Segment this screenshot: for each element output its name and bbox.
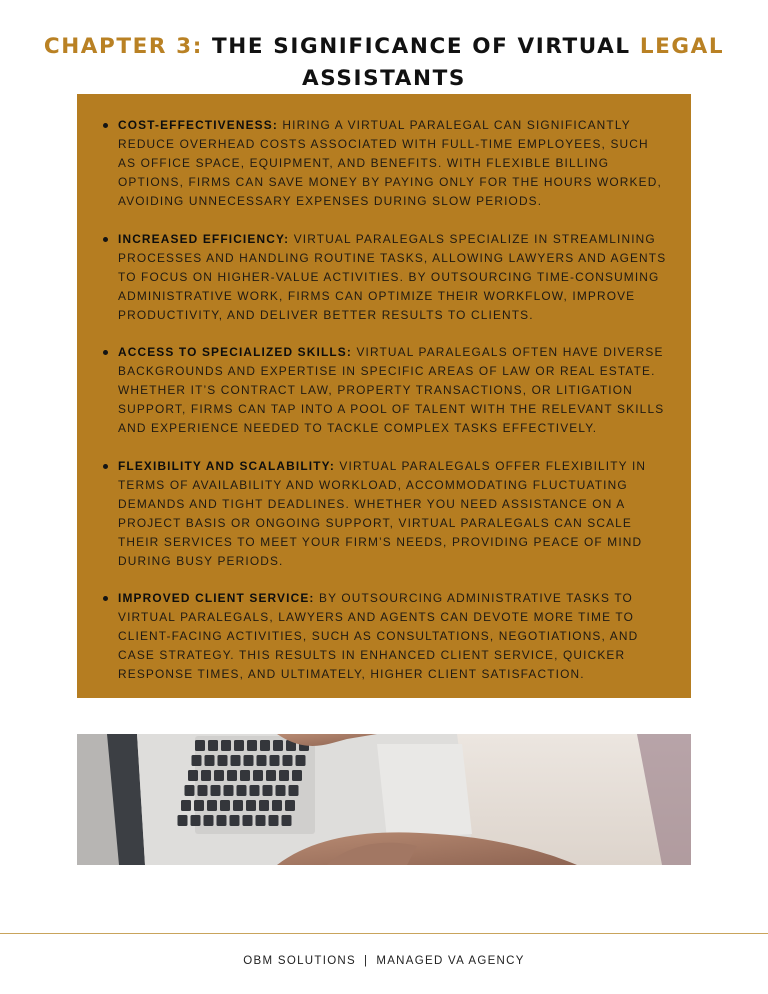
benefit-item-cost-effectiveness [103,116,667,211]
bullet-icon [103,123,108,128]
benefit-text: VIRTUAL PARALEGALS OFTEN HAVE DIVERSE BACKGROUNDS AND EXPERTISE IN SPECIFIC AREAS OF LAW OR REAL ESTATE. WHETHER IT’S CONTRACT LAW, PROPERTY TRANSACTIONS, OR LITIGATION SUPPORT, FIRMS CAN TAP INTO A POOL OF TALENT WITH THE RELEVANT SKILLS AND EXPERIENCE NEEDED TO TACKLE COMPLEX TASKS EFFECTIVELY. [118,345,665,435]
title-part-2: ASSISTANTS [302,66,466,92]
benefit-heading: INCREASED EFFICIENCY: [118,231,290,246]
benefits-panel [77,94,691,698]
benefit-heading: FLEXIBILITY AND SCALABILITY: [118,458,335,473]
benefit-heading: COST-EFFECTIVENESS: [118,118,278,132]
title-highlight: LEGAL [639,34,725,60]
benefit-text: VIRTUAL PARALEGALS SPECIALIZE IN STREAMLINING PROCESSES AND HANDLING ROUTINE TASKS, ALLOWING LAWYERS AND AGENTS TO FOCUS ON HIGHER-VALUE ACTIVITIES. BY OUTSOURCING TIME-CONSUMING ADMINISTRATIVE WORK, FIRMS CAN OPTIMIZE THEIR WORKFLOW, IMPROVE PRODUCTIVITY, AND DELIVER BETTER RESULTS TO CLIENTS. [118,231,667,322]
benefit-item-specialized-skills [103,343,667,438]
benefit-item-flexibility [103,457,667,571]
title-part-1: THE SIGNIFICANCE OF VIRTUAL [212,34,631,60]
page-title [40,31,728,95]
benefit-item-client-service [103,589,667,684]
laptop-typing-photo [77,734,691,865]
footer-tagline: MANAGED VA AGENCY [376,955,525,967]
bullet-icon [103,237,108,242]
bullet-icon [103,464,108,469]
bullet-icon [103,596,108,601]
benefit-text: VIRTUAL PARALEGALS OFFER FLEXIBILITY IN TERMS OF AVAILABILITY AND WORKLOAD, ACCOMMODATING FLUCTUATING DEMANDS AND TIGHT DEADLINES. WHETHER YOU NEED ASSISTANCE ON A PROJECT BASIS OR ONGOING SUPPORT, VIRTUAL PARALEGALS CAN SCALE THEIR SERVICES TO MEET YOUR FIRM’S NEEDS, PROVIDING PEACE OF MIND DURING BUSY PERIODS. [118,458,647,568]
footer-company: OBM SOLUTIONS [243,955,357,967]
footer-separator: | [364,955,369,967]
footer-divider [0,933,768,934]
benefits-list [103,116,667,684]
footer [0,955,768,967]
benefit-text: HIRING A VIRTUAL PARALEGAL CAN SIGNIFICANTLY REDUCE OVERHEAD COSTS ASSOCIATED WITH FULL-TIME EMPLOYEES, SUCH AS OFFICE SPACE, EQUIPMENT, AND BENEFITS. WITH FLEXIBLE BILLING OPTIONS, FIRMS CAN SAVE MONEY BY PAYING ONLY FOR THE HOURS WORKED, AVOIDING UNNECESSARY EXPENSES DURING SLOW PERIODS. [118,118,662,208]
chapter-label: CHAPTER 3: [43,34,203,60]
benefit-heading: IMPROVED CLIENT SERVICE: [118,591,315,605]
benefit-item-efficiency [103,230,667,325]
bullet-icon [103,350,108,355]
benefit-heading: ACCESS TO SPECIALIZED SKILLS: [118,345,352,359]
benefit-text: BY OUTSOURCING ADMINISTRATIVE TASKS TO VIRTUAL PARALEGALS, LAWYERS AND AGENTS CAN DEVOTE MORE TIME TO CLIENT-FACING ACTIVITIES, SUCH AS CONSULTATIONS, NEGOTIATIONS, AND CASE STRATEGY. THIS RESULTS IN ENHANCED CLIENT SERVICE, QUICKER RESPONSE TIMES, AND ULTIMATELY, HIGHER CLIENT SATISFACTION. [118,591,639,681]
